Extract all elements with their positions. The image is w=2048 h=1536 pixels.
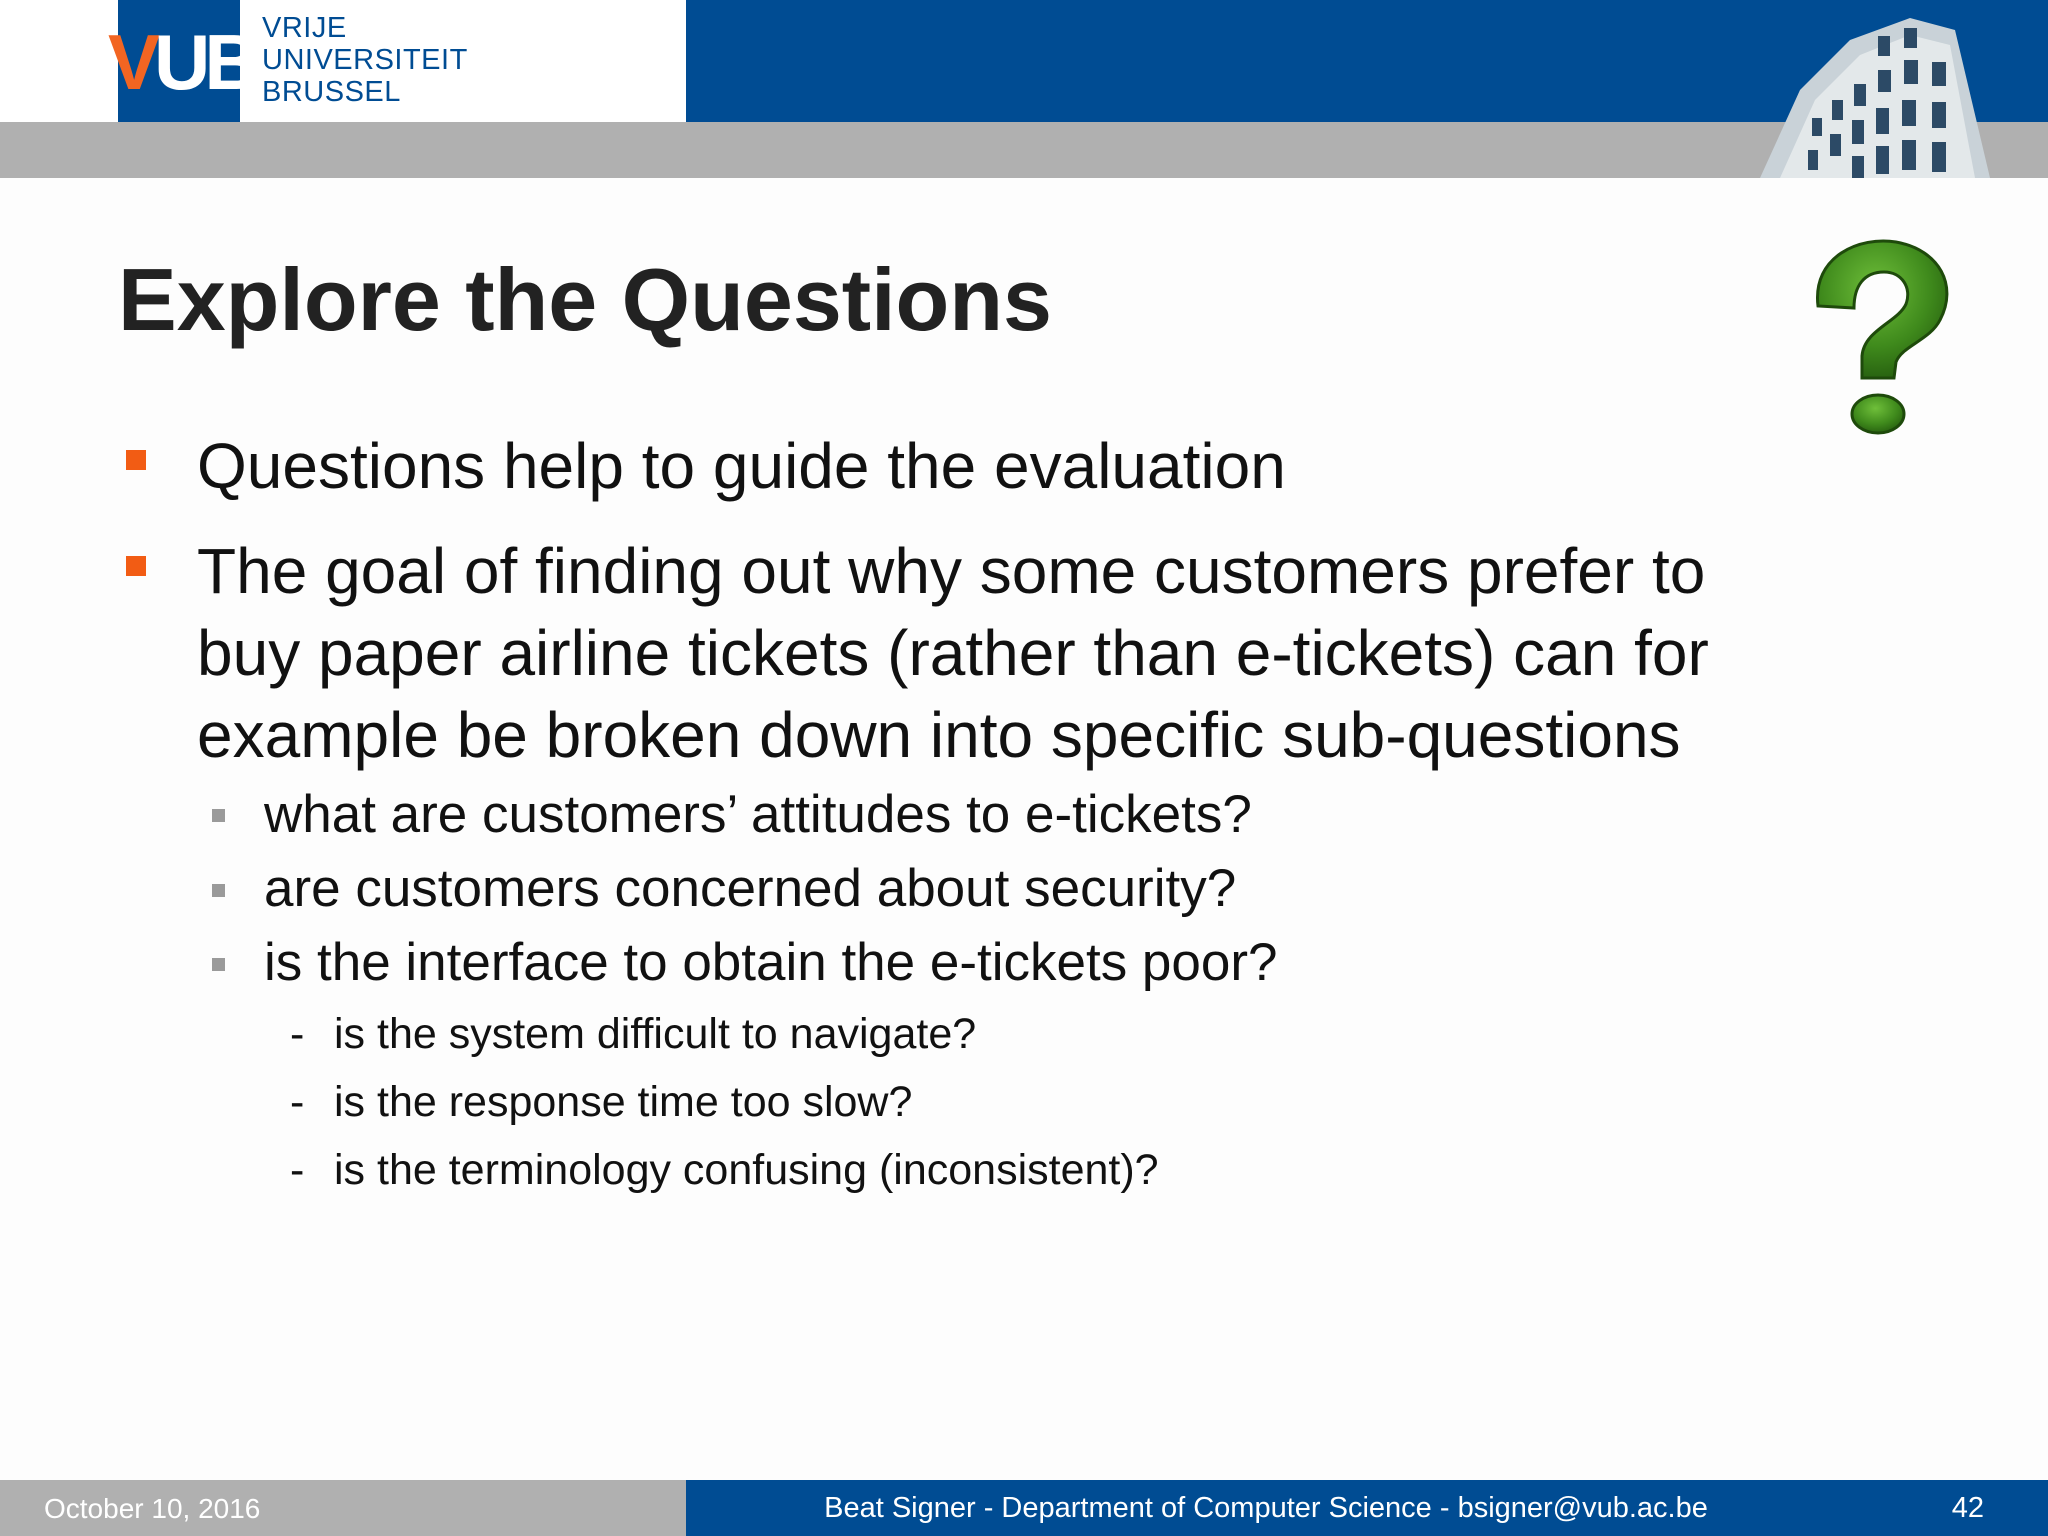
university-line-1: VRIJE bbox=[262, 12, 347, 44]
dash-marker: - bbox=[290, 1078, 305, 1126]
dash-marker: - bbox=[290, 1146, 305, 1194]
sub-bullet-3: is the interface to obtain the e-tickets poor? bbox=[264, 933, 1278, 992]
logo-ub: UB bbox=[154, 18, 255, 106]
sub-bullet-marker bbox=[212, 958, 225, 971]
sub-bullet-marker bbox=[212, 884, 225, 897]
university-line-3: BRUSSEL bbox=[262, 76, 401, 108]
sub-bullet-2: are customers concerned about security? bbox=[264, 859, 1237, 918]
sub-bullet-marker bbox=[212, 809, 225, 822]
bullet-2-line-2: buy paper airline tickets (rather than e-tickets) can for bbox=[197, 617, 1709, 689]
slide-title: Explore the Questions bbox=[118, 250, 1052, 349]
bullet-1-text: Questions help to guide the evaluation bbox=[197, 430, 1286, 502]
logo-v: V bbox=[108, 18, 155, 106]
page-number: 42 bbox=[1951, 1492, 1984, 1524]
bullet-marker bbox=[126, 556, 146, 576]
dash-marker: - bbox=[290, 1010, 305, 1058]
dash-item-3: is the terminology confusing (inconsistent)? bbox=[334, 1146, 1159, 1194]
university-line-2: UNIVERSITEIT bbox=[262, 44, 468, 76]
bullet-marker bbox=[126, 450, 146, 470]
bullet-2-line-1: The goal of finding out why some customers prefer to bbox=[197, 535, 1706, 607]
sub-bullet-1: what are customers’ attitudes to e-tickets? bbox=[264, 785, 1252, 844]
logo-text bbox=[108, 18, 255, 106]
dash-item-2: is the response time too slow? bbox=[334, 1078, 913, 1126]
dash-item-1: is the system difficult to navigate? bbox=[334, 1010, 977, 1058]
university-name bbox=[262, 12, 468, 108]
building-photo bbox=[1740, 0, 2000, 178]
question-mark-icon bbox=[1790, 228, 1970, 438]
footer-author: Beat Signer - Department of Computer Science - bsigner@vub.ac.be bbox=[824, 1492, 1708, 1524]
bullet-2-line-3: example be broken down into specific sub-questions bbox=[197, 699, 1681, 771]
footer-date: October 10, 2016 bbox=[44, 1493, 261, 1524]
